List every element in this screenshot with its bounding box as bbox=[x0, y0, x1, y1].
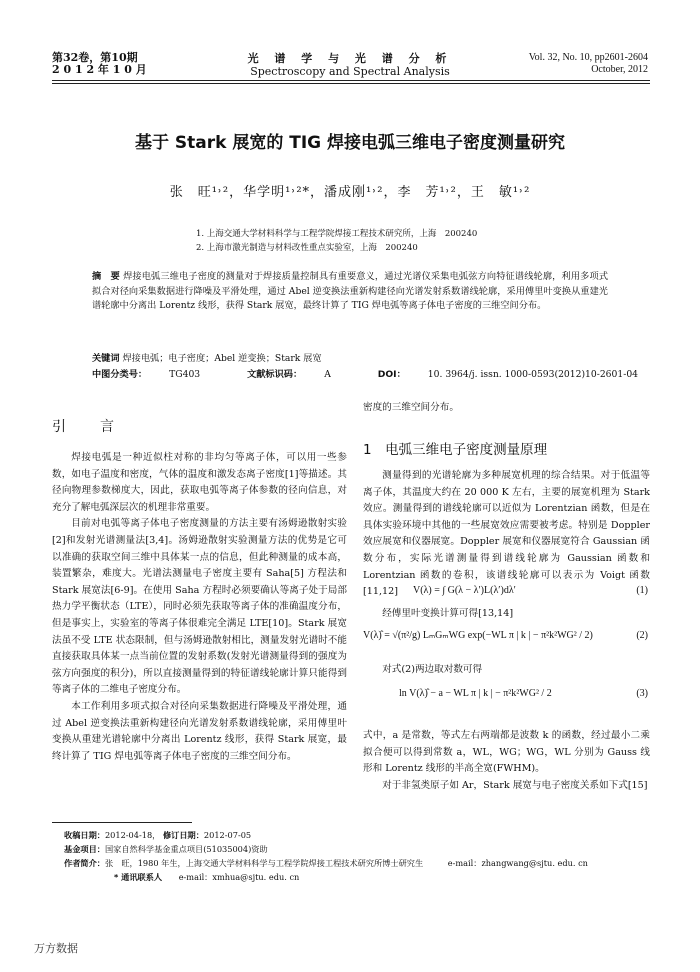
footnote bbox=[64, 828, 654, 884]
journal-name-en: Spectroscopy and Spectral Analysis bbox=[250, 65, 450, 78]
doi-label: DOI： bbox=[377, 369, 406, 380]
doc-code-label: 文献标识码： bbox=[247, 369, 303, 380]
affiliation-1: 1. 上海交通大学材料科学与工程学院焊接工程技术研究所，上海 200240 bbox=[196, 229, 478, 239]
journal-name-zh: 光 谱 学 与 光 谱 分 析 bbox=[247, 52, 453, 65]
intro-continued: 密度的三维空间分布。 bbox=[363, 402, 459, 413]
section-1-heading: 1 电弧三维电子密度测量原理 bbox=[363, 442, 548, 458]
intro-paragraph-1: 焊接电弧是一种近似柱对称的非均匀等离子体，可以用一些参数，如电子温度和密度，气体的温度和激发态离子密度[1]等描述。其径向物理参数梯度大，因此，获取电弧等离子体参数的径向信息，对充分了解电弧深层次的机理非常重要。 bbox=[52, 452, 347, 513]
section-1-paragraph-4 bbox=[363, 728, 650, 794]
intro-paragraph-2: 目前对电弧等离子体电子密度测量的方法主要有汤姆逊散射实验[2]和发射光谱测量法[3,4]。汤姆逊散射实验测量方法的优势是它可以准确的获取空间三维中具体某一点的信息，但此种测量的成本高，装置繁杂，难度大。光谱法测量电子密度主要有 Saha[5] 方程法和 Stark 展宽法[6-9]。在使用 Saha 方程时必须要确认等离子处于局部热力学平衡状态（LTE），同时必须先获取等离子体的准确温度分布，但是事实上，实验室的等离子体很难完全满足 LTE[10]。Stark 展宽法虽不受 LTE 状态限制，但与汤姆逊散射相比，测量发射光谱时不能直接获取具体某一点当前位置的发射系数(发射光谱测量得到的强度为弦方向强度的积分)，所以直接测量得到的特征谱线轮廓计算只能得到等离子体的二维电子密度分布。 bbox=[52, 518, 347, 696]
keywords-label: 关键词 bbox=[92, 353, 120, 364]
date-en: October, 2012 bbox=[591, 64, 648, 75]
equation-2-body: V(λ)̂ = √(π²/g) LₘGₘWG exp(−WL π | k | − π²k²WG² / 2) bbox=[363, 630, 593, 641]
equation-1 bbox=[363, 585, 650, 596]
section-1-paragraph-3 bbox=[363, 662, 650, 679]
author-list: 张 旺¹˒²，华学明¹˒²*，潘成刚¹˒²，李 芳¹˒²，王 敏¹˒² bbox=[169, 185, 531, 200]
section-1-paragraph-2 bbox=[363, 606, 650, 623]
abstract-label: 摘 要 bbox=[92, 271, 120, 282]
equation-1-number: (1) bbox=[636, 585, 648, 596]
revised-label: 修订日期： bbox=[162, 830, 204, 840]
received-date: 2012-04-18， bbox=[104, 830, 161, 840]
volume-issue-zh: 第32卷，第10期 bbox=[52, 51, 138, 64]
footnote-fund bbox=[64, 842, 654, 856]
section-1-paragraph-1 bbox=[363, 468, 650, 601]
clc-label: 中图分类号： bbox=[92, 369, 148, 380]
fund-text: 国家自然科学基金重点项目(51035004)资助 bbox=[104, 844, 268, 854]
equation-2-number: (2) bbox=[636, 630, 648, 641]
revised-date: 2012-07-05 bbox=[203, 830, 252, 840]
equation-2 bbox=[363, 630, 650, 641]
volume-issue-en: Vol. 32, No. 10, pp2601-2604 bbox=[528, 52, 648, 63]
corresponding-email: e-mail：xmhua@sjtu. edu. cn bbox=[178, 872, 300, 882]
paper-title: 基于 Stark 展宽的 TIG 焊接电弧三维电子密度测量研究 bbox=[134, 133, 566, 153]
affiliations bbox=[196, 227, 477, 255]
footnote-rule bbox=[52, 822, 192, 823]
doi-value: 10. 3964/j. issn. 1000-0593(2012)10-2601-04 bbox=[427, 369, 639, 380]
clc-value: TG403 bbox=[169, 369, 201, 380]
keywords bbox=[92, 351, 612, 366]
equation-3-body: ln V(λ)̂ − a − WL π | k | − π²k²WG² / 2 bbox=[399, 688, 552, 699]
author-email: e-mail：zhangwang@sjtu. edu. cn bbox=[447, 858, 588, 868]
header-rule-thin bbox=[52, 83, 650, 84]
section-1-text-2: 经傅里叶变换计算可得[13,14] bbox=[382, 608, 514, 619]
classification-line bbox=[92, 367, 682, 382]
intro-heading: 引 言 bbox=[52, 419, 124, 435]
affiliation-2: 2. 上海市激光制造与材料改性重点实验室，上海 200240 bbox=[196, 243, 418, 253]
received-label: 收稿日期： bbox=[64, 830, 105, 840]
footnote-dates bbox=[64, 828, 654, 842]
footnote-bio bbox=[64, 856, 654, 870]
bio-text: 张 旺，1980 年生，上海交通大学材料科学与工程学院焊接工程技术研究所博士研究生 bbox=[104, 858, 424, 868]
abstract bbox=[92, 270, 608, 314]
bio-label: 作者简介： bbox=[64, 858, 105, 868]
intro-paragraph-3: 本工作利用多项式拟合对径向采集数据进行降噪及平滑处理，通过 Abel 逆变换法重新构建径向光谱发射系数谱线轮廓，采用傅里叶变换从重建光谱轮廓中分离出 Lorentz 线形，获得 Stark 展宽，最终计算了 TIG 焊电弧等离子体电子密度的三维空间分布。 bbox=[52, 700, 347, 762]
date-zh: 2 0 1 2 年 1 0 月 bbox=[52, 63, 147, 76]
header-rule bbox=[52, 80, 650, 81]
footnote-corresponding bbox=[64, 870, 654, 884]
equation-3 bbox=[363, 688, 650, 699]
section-1-text-3: 对式(2)两边取对数可得 bbox=[382, 664, 483, 675]
section-1-text-1: 测量得到的光谱轮廓为多种展宽机理的综合结果。对于低温等离子体，其温度大约在 20 000 K 左右，主要的展宽机理为 Stark 效应。测量得到的谱线轮廓可以近似为 Lorentzian 函数，但是在具体实验环境中其他的一些展宽效应需要被考虑。特别是 Doppler 效应展宽和仪器展宽。Doppler 展宽和仪器展宽符合 Gaussian 函数分布，实际光谱测量得到谱线轮廓为 Gaussian 函数和 Lorentzian 函数的卷积，该谱线轮廓可以表示为 Voigt 函数[11,12] bbox=[363, 470, 650, 598]
equation-1-body: V(λ) = ∫ G(λ − λ′)L(λ′)dλ′ bbox=[413, 585, 516, 596]
abstract-text: 焊接电弧三维电子密度的测量对于焊接质量控制具有重要意义，通过光谱仪采集电弧弦方向特征谱线轮廓，利用多项式拟合对径向采集数据进行降噪及平滑处理，通过 Abel 逆变换法重新构建径向光谱发射系数谱线轮廓，采用傅里叶变换从重建光谱轮廓中分离出 Lorentz 线形，获得 Stark 展宽，最终计算了 TIG 焊电弧等离子体电子密度的三维空间分布。 bbox=[92, 271, 609, 311]
corresponding-label: * 通讯联系人 bbox=[114, 872, 163, 882]
section-1-text-5: 对于非氢类原子如 Ar，Stark 展宽与电子密度关系如下式[15] bbox=[382, 779, 648, 791]
intro-body bbox=[52, 450, 347, 765]
section-1-text-4: 式中，a 是常数，等式左右两端都是波数 k 的函数，经过最小二乘拟合便可以得到常数 a，WL，WG；WG，WL 分别为 Gauss 线形和 Lorentz 线形的半高全宽(FWHM)。 bbox=[363, 730, 650, 775]
watermark: 万方数据 bbox=[34, 942, 78, 955]
fund-label: 基金项目： bbox=[64, 844, 105, 854]
keywords-text: 焊接电弧；电子密度；Abel 逆变换；Stark 展宽 bbox=[122, 353, 322, 364]
doc-code-value: A bbox=[324, 369, 331, 380]
running-header-right bbox=[529, 52, 648, 76]
equation-3-number: (3) bbox=[636, 688, 648, 699]
